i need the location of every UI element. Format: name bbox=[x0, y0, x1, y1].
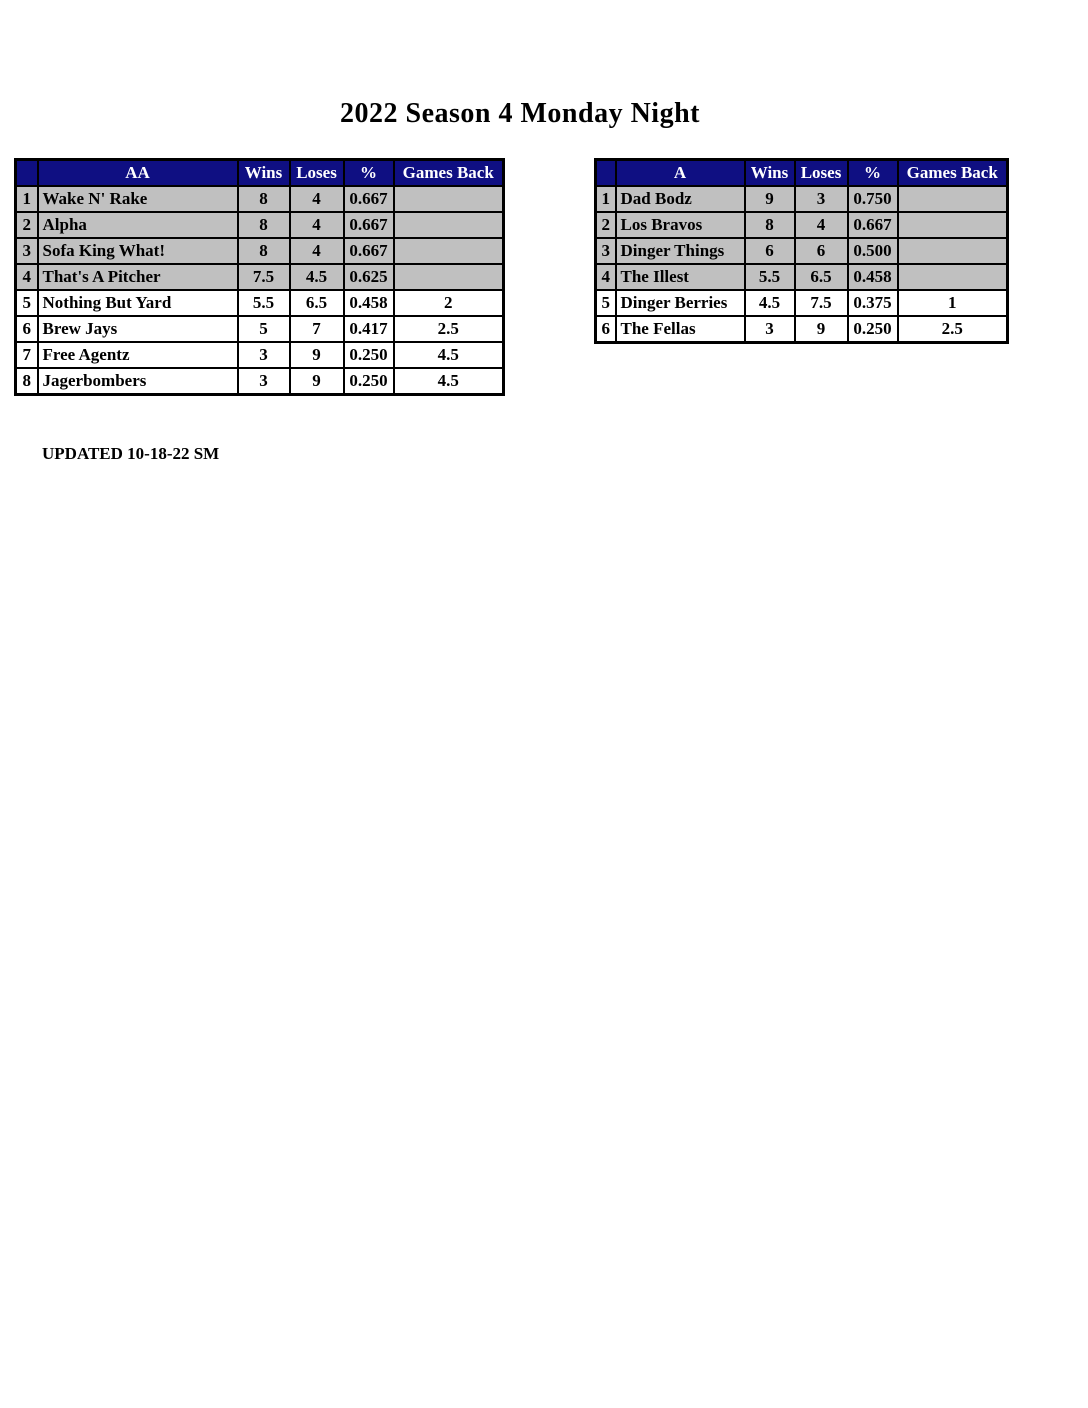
pct-cell: 0.667 bbox=[344, 212, 394, 238]
table-row bbox=[596, 290, 1008, 316]
loses-cell: 4 bbox=[290, 186, 344, 212]
wins-cell: 8 bbox=[238, 212, 290, 238]
rank-cell: 8 bbox=[16, 368, 38, 395]
pct-cell: 0.250 bbox=[848, 316, 898, 343]
table-row bbox=[16, 342, 504, 368]
loses-cell: 3 bbox=[795, 186, 848, 212]
header-loses: Loses bbox=[795, 160, 848, 187]
updated-note: UPDATED 10-18-22 SM bbox=[42, 444, 220, 463]
wins-cell: 7.5 bbox=[238, 264, 290, 290]
standings-table-a bbox=[594, 158, 1009, 344]
team-cell: Dinger Berries bbox=[616, 290, 745, 316]
loses-cell: 6.5 bbox=[290, 290, 344, 316]
table-row bbox=[596, 186, 1008, 212]
games-back-cell bbox=[898, 238, 1008, 264]
games-back-cell bbox=[898, 186, 1008, 212]
pct-cell: 0.750 bbox=[848, 186, 898, 212]
games-back-cell bbox=[898, 212, 1008, 238]
rank-cell: 2 bbox=[16, 212, 38, 238]
team-cell: That's A Pitcher bbox=[38, 264, 238, 290]
pct-cell: 0.500 bbox=[848, 238, 898, 264]
loses-cell: 4 bbox=[290, 212, 344, 238]
header-rank-blank bbox=[16, 160, 38, 187]
loses-cell: 9 bbox=[795, 316, 848, 343]
table-header-row bbox=[16, 160, 504, 187]
team-cell: Alpha bbox=[38, 212, 238, 238]
standings-table-aa bbox=[14, 158, 505, 396]
pct-cell: 0.417 bbox=[344, 316, 394, 342]
rank-cell: 5 bbox=[16, 290, 38, 316]
pct-cell: 0.625 bbox=[344, 264, 394, 290]
pct-cell: 0.458 bbox=[848, 264, 898, 290]
games-back-cell: 2.5 bbox=[898, 316, 1008, 343]
team-cell: Los Bravos bbox=[616, 212, 745, 238]
loses-cell: 6 bbox=[795, 238, 848, 264]
games-back-cell bbox=[394, 264, 504, 290]
header-wins: Wins bbox=[745, 160, 795, 187]
games-back-cell: 4.5 bbox=[394, 342, 504, 368]
table-row bbox=[596, 264, 1008, 290]
loses-cell: 4 bbox=[795, 212, 848, 238]
pct-cell: 0.250 bbox=[344, 368, 394, 395]
rank-cell: 5 bbox=[596, 290, 616, 316]
team-cell: Brew Jays bbox=[38, 316, 238, 342]
rank-cell: 6 bbox=[596, 316, 616, 343]
team-cell: Jagerbombers bbox=[38, 368, 238, 395]
header-rank-blank bbox=[596, 160, 616, 187]
table-row bbox=[16, 290, 504, 316]
table-row bbox=[16, 186, 504, 212]
games-back-cell: 2 bbox=[394, 290, 504, 316]
games-back-cell: 2.5 bbox=[394, 316, 504, 342]
team-cell: Nothing But Yard bbox=[38, 290, 238, 316]
pct-cell: 0.667 bbox=[848, 212, 898, 238]
table-row bbox=[16, 368, 504, 395]
rank-cell: 1 bbox=[596, 186, 616, 212]
wins-cell: 8 bbox=[745, 212, 795, 238]
header-loses: Loses bbox=[290, 160, 344, 187]
pct-cell: 0.667 bbox=[344, 186, 394, 212]
table-header-row bbox=[596, 160, 1008, 187]
table-row bbox=[16, 264, 504, 290]
loses-cell: 4.5 bbox=[290, 264, 344, 290]
rank-cell: 3 bbox=[16, 238, 38, 264]
header-pct: % bbox=[344, 160, 394, 187]
header-division-a: A bbox=[616, 160, 745, 187]
table-row bbox=[16, 212, 504, 238]
loses-cell: 4 bbox=[290, 238, 344, 264]
header-wins: Wins bbox=[238, 160, 290, 187]
loses-cell: 7 bbox=[290, 316, 344, 342]
table-row bbox=[596, 212, 1008, 238]
table-row bbox=[596, 316, 1008, 343]
games-back-cell bbox=[394, 238, 504, 264]
loses-cell: 6.5 bbox=[795, 264, 848, 290]
wins-cell: 3 bbox=[238, 368, 290, 395]
header-games-back: Games Back bbox=[394, 160, 504, 187]
loses-cell: 9 bbox=[290, 368, 344, 395]
wins-cell: 3 bbox=[745, 316, 795, 343]
wins-cell: 5.5 bbox=[745, 264, 795, 290]
team-cell: The Fellas bbox=[616, 316, 745, 343]
team-cell: Wake N' Rake bbox=[38, 186, 238, 212]
header-pct: % bbox=[848, 160, 898, 187]
pct-cell: 0.375 bbox=[848, 290, 898, 316]
wins-cell: 3 bbox=[238, 342, 290, 368]
team-cell: Sofa King What! bbox=[38, 238, 238, 264]
team-cell: The Illest bbox=[616, 264, 745, 290]
wins-cell: 8 bbox=[238, 238, 290, 264]
games-back-cell bbox=[394, 212, 504, 238]
rank-cell: 3 bbox=[596, 238, 616, 264]
table-row bbox=[16, 316, 504, 342]
pct-cell: 0.667 bbox=[344, 238, 394, 264]
games-back-cell bbox=[898, 264, 1008, 290]
pct-cell: 0.250 bbox=[344, 342, 394, 368]
rank-cell: 1 bbox=[16, 186, 38, 212]
games-back-cell: 4.5 bbox=[394, 368, 504, 395]
loses-cell: 9 bbox=[290, 342, 344, 368]
rank-cell: 4 bbox=[16, 264, 38, 290]
loses-cell: 7.5 bbox=[795, 290, 848, 316]
table-row bbox=[596, 238, 1008, 264]
team-cell: Free Agentz bbox=[38, 342, 238, 368]
rank-cell: 6 bbox=[16, 316, 38, 342]
pct-cell: 0.458 bbox=[344, 290, 394, 316]
header-games-back: Games Back bbox=[898, 160, 1008, 187]
wins-cell: 4.5 bbox=[745, 290, 795, 316]
table-row bbox=[16, 238, 504, 264]
games-back-cell bbox=[394, 186, 504, 212]
header-division-aa: AA bbox=[38, 160, 238, 187]
games-back-cell: 1 bbox=[898, 290, 1008, 316]
rank-cell: 7 bbox=[16, 342, 38, 368]
team-cell: Dad Bodz bbox=[616, 186, 745, 212]
team-cell: Dinger Things bbox=[616, 238, 745, 264]
wins-cell: 9 bbox=[745, 186, 795, 212]
wins-cell: 8 bbox=[238, 186, 290, 212]
wins-cell: 6 bbox=[745, 238, 795, 264]
rank-cell: 4 bbox=[596, 264, 616, 290]
page-title: 2022 Season 4 Monday Night bbox=[340, 98, 700, 129]
wins-cell: 5.5 bbox=[238, 290, 290, 316]
wins-cell: 5 bbox=[238, 316, 290, 342]
rank-cell: 2 bbox=[596, 212, 616, 238]
